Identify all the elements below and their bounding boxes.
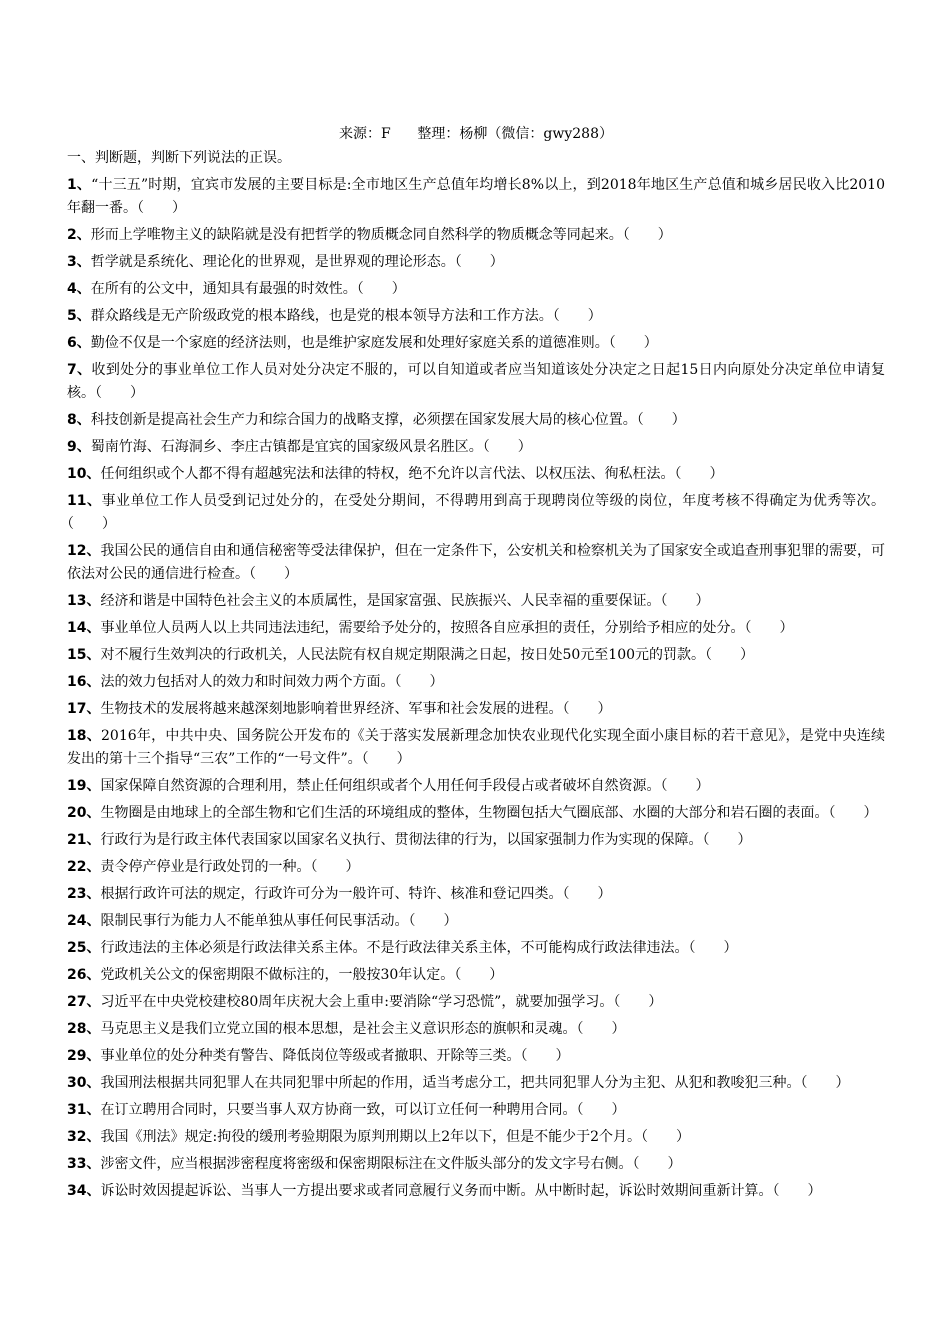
question-text: 任何组织或个人都不得有超越宪法和法律的特权，绝不允许以言代法、以权压法、徇私枉法。 [100, 466, 675, 482]
question-number: 4、 [67, 281, 91, 297]
question-item [67, 964, 885, 987]
question-text: 马克思主义是我们立党立国的根本思想，是社会主义意识形态的旗帜和灵魂。 [100, 1021, 577, 1037]
question-item [67, 359, 885, 405]
answer-blank[interactable]: （ ） [137, 200, 186, 216]
question-number: 7、 [67, 362, 92, 378]
question-number: 5、 [67, 308, 91, 324]
question-item [67, 802, 885, 825]
question-item [67, 725, 885, 771]
question-text: 科技创新是提高社会生产力和综合国力的战略支撑，必须摆在国家发展大局的核心位置。 [90, 412, 637, 428]
question-text: 哲学就是系统化、理论化的世界观，是世界观的理论形态。 [90, 254, 455, 270]
answer-blank[interactable]: （ ） [356, 281, 406, 297]
question-item [67, 856, 885, 879]
question-item [67, 910, 885, 933]
question-text: 蜀南竹海、石海洞乡、李庄古镇都是宜宾的国家级风景名胜区。 [90, 439, 483, 455]
answer-blank[interactable]: （ ） [800, 1075, 850, 1091]
question-item [67, 278, 885, 301]
question-number: 29、 [67, 1048, 101, 1064]
answer-blank[interactable]: （ ） [95, 385, 144, 401]
question-text: 事业单位的处分种类有警告、降低岗位等级或者撤职、开除等三类。 [100, 1048, 521, 1064]
question-number: 12、 [67, 543, 101, 559]
answer-blank[interactable]: （ ） [641, 1129, 691, 1145]
answer-blank[interactable]: （ ） [67, 516, 116, 532]
question-number: 24、 [67, 913, 101, 929]
question-number: 33、 [67, 1156, 101, 1172]
answer-blank[interactable]: （ ） [608, 335, 658, 351]
question-number: 34、 [67, 1183, 101, 1199]
question-item [67, 1018, 885, 1041]
question-text: 形而上学唯物主义的缺陷就是没有把哲学的物质概念同自然科学的物质概念等同起来。 [90, 227, 623, 243]
question-number: 11、 [67, 493, 102, 509]
question-item [67, 883, 885, 906]
header-gap [391, 126, 418, 142]
question-item [67, 698, 885, 721]
question-item [67, 174, 885, 220]
question-number: 32、 [67, 1129, 101, 1145]
answer-blank[interactable]: （ ） [674, 466, 724, 482]
question-number: 13、 [67, 593, 101, 609]
question-text: 2016年，中共中央、国务院公开发布的《关于落实发展新理念加快农业现代化实现全面小康目标的若干意见》，是党中央连续发出的第十三个指导“三农”工作的“一号文件”。 [67, 728, 885, 767]
question-text: 勤俭不仅是一个家庭的经济法则，也是维护家庭发展和处理好家庭关系的道德准则。 [90, 335, 609, 351]
answer-blank[interactable]: （ ） [705, 647, 755, 663]
question-item [67, 1153, 885, 1176]
question-item [67, 1126, 885, 1149]
question-item [67, 305, 885, 328]
answer-blank[interactable]: （ ） [576, 1021, 626, 1037]
answer-blank[interactable]: （ ） [772, 1183, 822, 1199]
question-number: 28、 [67, 1021, 101, 1037]
question-number: 18、 [67, 728, 101, 744]
answer-blank[interactable]: （ ） [613, 994, 663, 1010]
question-item [67, 463, 885, 486]
answer-blank[interactable]: （ ） [688, 940, 738, 956]
question-item [67, 332, 885, 355]
question-item [67, 1045, 885, 1068]
question-item [67, 1072, 885, 1095]
question-text: 事业单位人员两人以上共同违法违纪，需要给予处分的，按照各自应承担的责任，分别给予相应的处分。 [100, 620, 745, 636]
question-item [67, 644, 885, 667]
question-item [67, 409, 885, 432]
document-header [67, 124, 885, 144]
answer-blank[interactable]: （ ） [660, 593, 710, 609]
answer-blank[interactable]: （ ） [660, 778, 710, 794]
answer-blank[interactable]: （ ） [562, 701, 612, 717]
question-number: 21、 [67, 832, 101, 848]
question-number: 20、 [67, 805, 101, 821]
question-number: 15、 [67, 647, 101, 663]
answer-blank[interactable]: （ ） [361, 751, 411, 767]
question-text: 经济和谐是中国特色社会主义的本质属性，是国家富强、民族振兴、人民幸福的重要保证。 [100, 593, 661, 609]
answer-blank[interactable]: （ ） [394, 674, 444, 690]
answer-blank[interactable]: （ ） [622, 227, 672, 243]
question-text: 责令停产停业是行政处罚的一种。 [100, 859, 311, 875]
question-number: 1、 [67, 177, 92, 193]
question-item [67, 617, 885, 640]
question-text: 我国《刑法》规定:拘役的缓刑考验期限为原判刑期以上2年以下，但是不能少于2个月。 [100, 1129, 642, 1145]
question-number: 9、 [67, 439, 91, 455]
answer-blank[interactable]: （ ） [454, 967, 504, 983]
question-number: 17、 [67, 701, 101, 717]
question-text: 事业单位工作人员受到记过处分的，在受处分期间，不得聘用到高于现聘岗位等级的岗位，年度考核不得确定为优秀等次。 [101, 493, 886, 509]
question-text: 行政行为是行政主体代表国家以国家名义执行、贯彻法律的行为，以国家强制力作为实现的保障。 [100, 832, 703, 848]
answer-blank[interactable]: （ ） [454, 254, 504, 270]
question-number: 8、 [67, 412, 91, 428]
question-text: 法的效力包括对人的效力和时间效力两个方面。 [100, 674, 395, 690]
question-number: 27、 [67, 994, 101, 1010]
question-number: 26、 [67, 967, 101, 983]
question-text: 行政违法的主体必须是行政法律关系主体。不是行政法律关系主体，不可能构成行政法律违法。 [100, 940, 689, 956]
question-text: 党政机关公文的保密期限不做标注的，一般按30年认定。 [100, 967, 455, 983]
question-text: 习近平在中央党校建校80周年庆祝大会上重申:要消除“学习恐慌”，就要加强学习。 [100, 994, 614, 1010]
question-item [67, 436, 885, 459]
question-text: “十三五”时期，宜宾市发展的主要目标是:全市地区生产总值年均增长8%以上，到2018年地区生产总值和城乡居民收入比2010年翻一番。 [67, 177, 886, 216]
document-page [67, 124, 885, 1207]
question-text: 国家保障自然资源的合理利用，禁止任何组织或者个人用任何手段侵占或者破坏自然资源。 [100, 778, 661, 794]
answer-blank[interactable]: （ ） [408, 913, 458, 929]
question-item [67, 490, 885, 536]
question-text: 我国刑法根据共同犯罪人在共同犯罪中所起的作用，适当考虑分工，把共同犯罪人分为主犯、从犯和教唆犯三种。 [100, 1075, 801, 1091]
answer-blank[interactable]: （ ） [249, 566, 298, 582]
question-item [67, 775, 885, 798]
question-item [67, 1099, 885, 1122]
question-item [67, 224, 885, 247]
question-item [67, 829, 885, 852]
answer-blank[interactable]: （ ） [636, 412, 686, 428]
answer-blank[interactable]: （ ） [552, 308, 602, 324]
question-item [67, 590, 885, 613]
question-text: 涉密文件，应当根据涉密程度将密级和保密期限标注在文件版头部分的发文字号右侧。 [100, 1156, 633, 1172]
header-organizer: 整理：杨柳（微信：gwy288） [417, 126, 613, 142]
question-number: 6、 [67, 335, 91, 351]
answer-blank[interactable]: （ ） [702, 832, 752, 848]
question-item [67, 1180, 885, 1203]
answer-blank[interactable]: （ ） [310, 859, 360, 875]
question-number: 10、 [67, 466, 101, 482]
question-item [67, 251, 885, 274]
question-item [67, 991, 885, 1014]
answer-blank[interactable]: （ ） [632, 1156, 682, 1172]
answer-blank[interactable]: （ ） [520, 1048, 570, 1064]
question-text: 我国公民的通信自由和通信秘密等受法律保护，但在一定条件下，公安机关和检察机关为了国家安全或追查刑事犯罪的需要，可依法对公民的通信进行检查。 [67, 543, 886, 582]
question-number: 30、 [67, 1075, 101, 1091]
section-title: 一、判断题，判断下列说法的正误。 [67, 150, 291, 166]
answer-blank[interactable]: （ ） [828, 805, 878, 821]
question-text: 对不履行生效判决的行政机关，人民法院有权自规定期限满之日起，按日处50元至100元的罚款。 [100, 647, 706, 663]
answer-blank[interactable]: （ ） [744, 620, 794, 636]
question-number: 23、 [67, 886, 101, 902]
question-item [67, 671, 885, 694]
question-text: 群众路线是无产阶级政党的根本路线，也是党的根本领导方法和工作方法。 [90, 308, 553, 324]
question-text: 生物圈是由地球上的全部生物和它们生活的环境组成的整体，生物圈包括大气圈底部、水圈的大部分和岩石圈的表面。 [100, 805, 829, 821]
question-number: 22、 [67, 859, 101, 875]
question-text: 收到处分的事业单位工作人员对处分决定不服的，可以自知道或者应当知道该处分决定之日起15日内向原处分决定单位申请复核。 [67, 362, 886, 401]
question-number: 16、 [67, 674, 101, 690]
question-number: 19、 [67, 778, 101, 794]
question-text: 诉讼时效因提起诉讼、当事人一方提出要求或者同意履行义务而中断。从中断时起，诉讼时效期间重新计算。 [100, 1183, 773, 1199]
question-list [67, 174, 885, 1203]
question-text: 在所有的公文中，通知具有最强的时效性。 [90, 281, 357, 297]
question-text: 限制民事行为能力人不能单独从事任何民事活动。 [100, 913, 409, 929]
question-text: 生物技术的发展将越来越深刻地影响着世界经济、军事和社会发展的进程。 [100, 701, 563, 717]
header-source: 来源：F [339, 126, 391, 142]
question-number: 31、 [67, 1102, 101, 1118]
answer-blank[interactable]: （ ） [562, 886, 612, 902]
question-number: 14、 [67, 620, 101, 636]
question-item [67, 540, 885, 586]
answer-blank[interactable]: （ ） [576, 1102, 626, 1118]
answer-blank[interactable]: （ ） [482, 439, 532, 455]
question-item [67, 937, 885, 960]
question-text: 根据行政许可法的规定，行政许可分为一般许可、特许、核准和登记四类。 [100, 886, 563, 902]
question-number: 2、 [67, 227, 91, 243]
question-number: 25、 [67, 940, 101, 956]
question-text: 在订立聘用合同时，只要当事人双方协商一致，可以订立任何一种聘用合同。 [100, 1102, 577, 1118]
question-number: 3、 [67, 254, 91, 270]
